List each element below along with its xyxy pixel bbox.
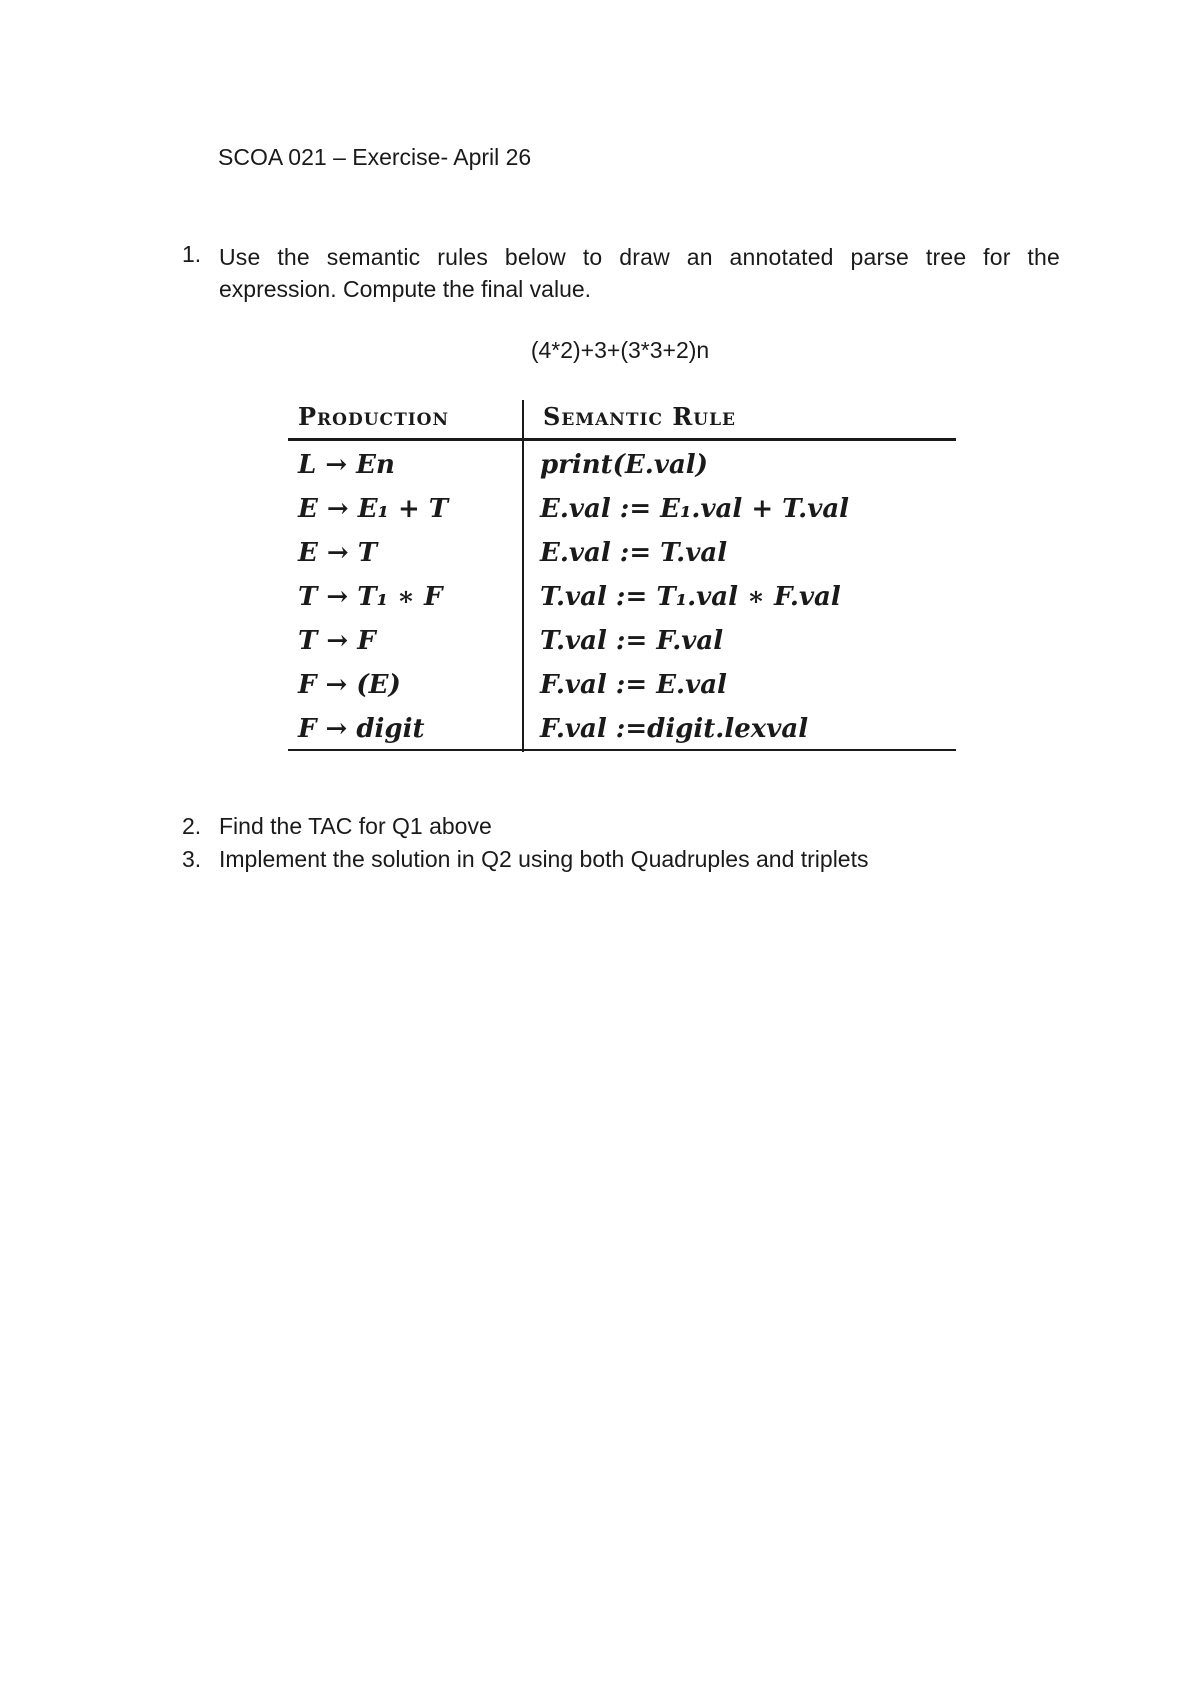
question-text: Use the semantic rules below to draw an annotated parse tree for the (219, 244, 1060, 270)
question-text: Implement the solution in Q2 using both Quadruples and triplets (219, 846, 869, 872)
rule-cell: T.val := F.val (540, 626, 724, 656)
header-production: Production (298, 402, 450, 431)
production-cell: E → T (298, 538, 378, 568)
production-cell: T → F (298, 626, 376, 656)
rule-cell: T.val := T₁.val ∗ F.val (540, 582, 841, 612)
page-title: SCOA 021 – Exercise- April 26 (218, 144, 532, 170)
header-semantic-rule: Semantic Rule (543, 402, 737, 431)
production-cell: E → E₁ + T (298, 494, 449, 524)
rule-cell: E.val := E₁.val + T.val (540, 494, 850, 524)
question-3 (182, 846, 1082, 873)
question-2 (182, 813, 982, 840)
question-number: 2. (182, 813, 202, 839)
header-rule (288, 438, 956, 441)
semantic-rules-table (288, 398, 956, 752)
rule-cell: print(E.val) (540, 450, 708, 480)
question-1 (182, 241, 1060, 305)
question-number: 1. (182, 241, 202, 267)
production-cell: L → En (298, 450, 395, 480)
column-divider (522, 400, 524, 752)
production-cell: T → T₁ ∗ F (298, 582, 443, 612)
question-text-continued: expression. Compute the final value. (219, 276, 592, 302)
rule-cell: E.val := T.val (540, 538, 728, 568)
question-number: 3. (182, 846, 202, 872)
expression: (4*2)+3+(3*3+2)n (530, 337, 710, 363)
rule-cell: F.val := E.val (540, 670, 727, 700)
rule-cell: F.val :=digit.lexval (540, 714, 809, 744)
question-text: Find the TAC for Q1 above (219, 813, 492, 839)
production-cell: F → digit (298, 714, 425, 744)
bottom-rule (288, 749, 956, 751)
production-cell: F → (E) (298, 670, 401, 700)
